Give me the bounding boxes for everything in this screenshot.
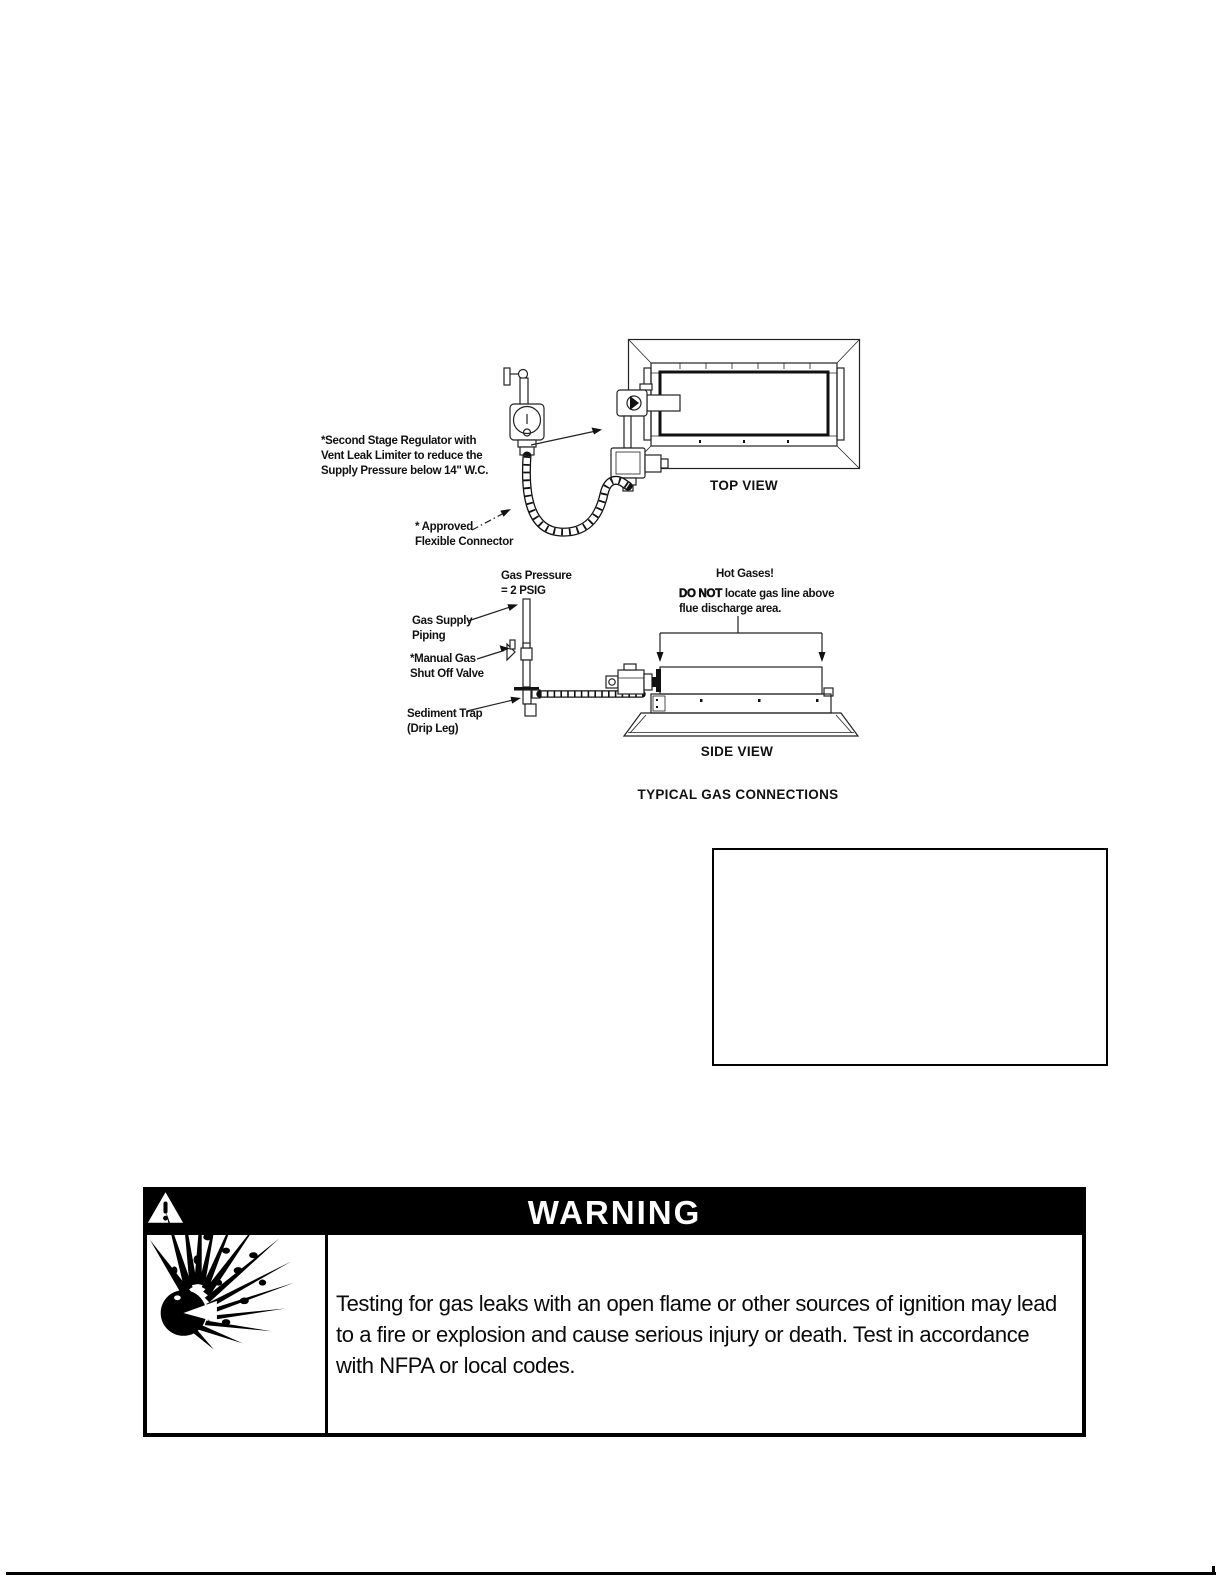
hot-gases-label: Hot Gases!	[716, 568, 774, 580]
shutoff-label-line2: Shut Off Valve	[410, 668, 484, 680]
control-assembly-top-view	[611, 384, 680, 491]
side-view-caption: SIDE VIEW	[700, 744, 774, 759]
explosion-icon	[147, 1191, 299, 1359]
warning-icon-cell	[147, 1235, 328, 1433]
diagram-caption: TYPICAL GAS CONNECTIONS	[637, 787, 839, 802]
warning-body-text: Testing for gas leaks with an open flame or other sources of ignition may lead to a fire or explosion and cause serious injury or death. Test in accordance with NFPA or local codes.	[336, 1291, 1057, 1378]
gas-supply-label-line2: Piping	[412, 630, 446, 642]
empty-notes-box	[712, 848, 1108, 1066]
sediment-label-line1: Sediment Trap	[407, 708, 483, 720]
top-view-caption: TOP VIEW	[710, 478, 778, 493]
flue-warning-bold: DO NOT	[679, 588, 722, 600]
page-bottom-rule	[6, 1572, 1216, 1575]
regulator-label-line3: Supply Pressure below 14" W.C.	[321, 465, 489, 477]
gas-pressure-label-line2: = 2 PSIG	[501, 585, 546, 597]
warning-title: WARNING	[527, 1194, 702, 1231]
flue-warning-line1	[679, 588, 834, 600]
regulator-label-line1: *Second Stage Regulator with	[321, 435, 477, 447]
sediment-label-line2: (Drip Leg)	[407, 723, 459, 735]
rail-ticks	[680, 364, 810, 444]
regulator-label-line2: Vent Leak Limiter to reduce the	[321, 450, 483, 462]
leader-flexible-connector	[472, 509, 511, 530]
warning-body	[147, 1235, 1082, 1433]
gas-pressure-label-line1: Gas Pressure	[501, 570, 572, 582]
leader-gas-supply	[468, 604, 518, 621]
hot-gases-bracket	[657, 616, 826, 662]
flue-warning-line2: flue discharge area.	[679, 603, 782, 615]
regulator-assembly	[504, 368, 544, 455]
page-bottom-rule-tick	[1212, 1566, 1215, 1575]
shutoff-label-line1: *Manual Gas	[410, 653, 476, 665]
top-view-group	[321, 340, 860, 549]
warning-panel	[143, 1187, 1086, 1437]
flue-warning-rest: locate gas line above	[721, 588, 835, 600]
connector-label-line2: Flexible Connector	[415, 536, 514, 548]
side-view-group	[407, 568, 858, 759]
heater-side-view	[624, 667, 858, 736]
leader-shutoff-valve	[477, 645, 510, 659]
gas-supply-label-line1: Gas Supply	[412, 615, 473, 627]
gas-control-valve-side-view	[606, 664, 658, 694]
connector-label-line1: * Approved	[415, 521, 473, 533]
